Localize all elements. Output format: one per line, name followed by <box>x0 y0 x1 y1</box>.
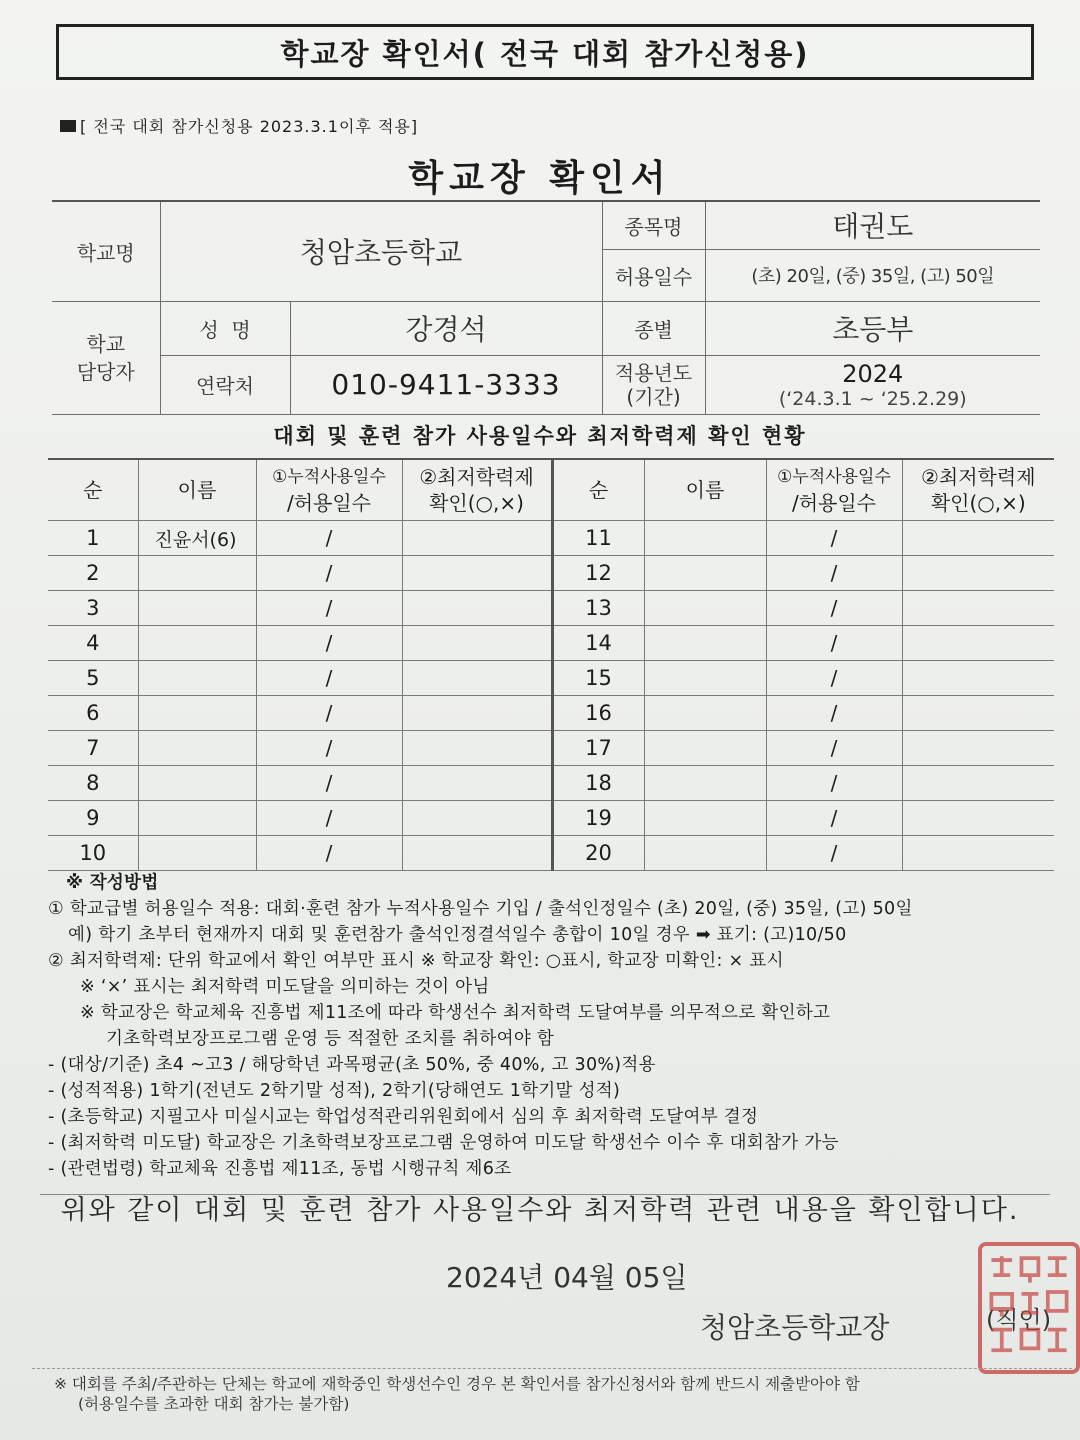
row-seq: 1 <box>48 521 138 556</box>
row-name <box>138 696 256 731</box>
row-min-check <box>402 766 552 801</box>
contact-label: 연락처 <box>160 355 290 414</box>
row-name <box>138 661 256 696</box>
row-name <box>138 731 256 766</box>
form-version-text: [ 전국 대회 참가신청용 2023.3.1이후 적용] <box>80 117 419 136</box>
banner-title: 학교장 확인서( 전국 대회 참가신청용) <box>56 24 1034 80</box>
row-seq: 6 <box>48 696 138 731</box>
row-days: / <box>256 801 402 836</box>
header-days-2-line-2: /허용일수 <box>791 491 877 515</box>
instruction-line: - (성적적용) 1학기(전년도 2학기말 성적), 2학기(당해연도 1학기말 성적) <box>48 1081 621 1101</box>
row-seq: 3 <box>48 591 138 626</box>
header-name-2: 이름 <box>644 459 766 521</box>
table-row <box>48 836 1054 871</box>
row-name: 진윤서(6) <box>138 521 256 556</box>
row-seq: 5 <box>48 661 138 696</box>
seal-stamp-icon <box>982 1246 1076 1370</box>
instruction-line: - (최저학력 미도달) 학교장은 기초학력보장프로그램 운영하여 미도달 학생선수 이수 후 대회참가 가능 <box>48 1133 839 1153</box>
row-seq: 7 <box>48 731 138 766</box>
header-seq: 순 <box>48 459 138 521</box>
row-min-check-2 <box>902 766 1054 801</box>
row-days-2: / <box>766 766 902 801</box>
header-min-2 <box>902 459 1054 521</box>
row-min-check <box>402 731 552 766</box>
row-name <box>138 801 256 836</box>
row-days-2: / <box>766 626 902 661</box>
official-seal-label: (직인) <box>986 1306 1052 1334</box>
row-seq-2: 14 <box>552 626 644 661</box>
allowed-days-label: 허용일수 <box>602 249 705 301</box>
official-seal-stamp <box>978 1242 1080 1374</box>
row-seq-2: 18 <box>552 766 644 801</box>
instructions <box>48 870 1048 1182</box>
table-row <box>48 626 1054 661</box>
row-days-2: / <box>766 521 902 556</box>
row-name <box>138 766 256 801</box>
row-min-check <box>402 661 552 696</box>
contact-value: 010-9411-3333 <box>290 355 602 414</box>
row-name <box>138 836 256 871</box>
manager-name-value: 강경석 <box>290 301 602 355</box>
header-min-line-2: 확인(○,×) <box>429 491 524 515</box>
row-days: / <box>256 626 402 661</box>
row-days: / <box>256 661 402 696</box>
row-min-check-2 <box>902 626 1054 661</box>
row-days: / <box>256 591 402 626</box>
row-min-check-2 <box>902 521 1054 556</box>
table-row <box>48 661 1054 696</box>
row-name <box>138 591 256 626</box>
participation-table <box>48 458 1054 871</box>
year-value: 2024 <box>842 359 904 388</box>
row-name-2 <box>644 766 766 801</box>
row-days-2: / <box>766 731 902 766</box>
row-seq-2: 12 <box>552 556 644 591</box>
row-days-2: / <box>766 801 902 836</box>
header-min-2-line-1: ②최저학력제 <box>920 465 1036 489</box>
header-days-line-1: ①누적사용일수 <box>272 467 386 487</box>
table-row <box>48 556 1054 591</box>
row-seq-2: 16 <box>552 696 644 731</box>
year-label-line-1: 적용년도 <box>614 360 693 385</box>
document-title: 학교장 확인서 <box>408 158 672 199</box>
row-seq-2: 19 <box>552 801 644 836</box>
row-days: / <box>256 696 402 731</box>
row-min-check <box>402 556 552 591</box>
info-table <box>52 200 1040 415</box>
square-bullet-icon <box>60 120 76 132</box>
row-min-check-2 <box>902 591 1054 626</box>
instruction-line: ① 학교급별 허용일수 적용: 대회·훈련 참가 누적사용일수 기입 / 출석인정일수 (초) 20일, (중) 35일, (고) 50일 <box>48 899 913 919</box>
row-seq-2: 13 <box>552 591 644 626</box>
header-min-2-line-2: 확인(○,×) <box>930 491 1026 515</box>
division-label: 종별 <box>602 301 705 355</box>
row-seq: 2 <box>48 556 138 591</box>
principal-title: 청암초등학교장 <box>700 1311 890 1344</box>
row-name-2 <box>644 836 766 871</box>
row-name-2 <box>644 591 766 626</box>
header-days-2 <box>766 459 902 521</box>
row-min-check <box>402 521 552 556</box>
school-name-value: 청암초등학교 <box>160 201 602 301</box>
table-row <box>48 766 1054 801</box>
header-seq-2: 순 <box>552 459 644 521</box>
row-name-2 <box>644 731 766 766</box>
row-days-2: / <box>766 661 902 696</box>
table-body <box>48 521 1054 871</box>
footer-note <box>54 1374 1074 1414</box>
table-header-row <box>48 459 1054 521</box>
year-label-line-2: (기간) <box>626 384 681 409</box>
manager-name-label: 성 명 <box>160 301 290 355</box>
footer-divider <box>32 1368 1072 1369</box>
row-seq: 10 <box>48 836 138 871</box>
section-title: 대회 및 훈련 참가 사용일수와 최저학력제 확인 현황 <box>273 424 807 448</box>
row-min-check <box>402 801 552 836</box>
row-days-2: / <box>766 556 902 591</box>
row-min-check <box>402 591 552 626</box>
form-version-note <box>60 114 418 137</box>
header-min <box>402 459 552 521</box>
period-value: (‘24.3.1 ~ ‘25.2.29) <box>778 387 967 410</box>
school-name-label: 학교명 <box>52 201 160 301</box>
division-value: 초등부 <box>705 301 1040 355</box>
instruction-line: ※ ‘×’ 표시는 최저학력 미도달을 의미하는 것이 아님 <box>80 977 490 997</box>
row-name-2 <box>644 801 766 836</box>
row-min-check-2 <box>902 731 1054 766</box>
issue-date: 2024년 04월 05일 <box>446 1261 688 1294</box>
row-seq-2: 17 <box>552 731 644 766</box>
row-min-check-2 <box>902 836 1054 871</box>
row-name-2 <box>644 626 766 661</box>
header-days-line-2: /허용일수 <box>286 491 372 515</box>
row-days-2: / <box>766 836 902 871</box>
table-row <box>48 731 1054 766</box>
year-label <box>602 355 705 414</box>
row-name <box>138 556 256 591</box>
instruction-line: - (대상/기준) 초4 ~고3 / 해당학년 과목평균(초 50%, 중 40%, 고 30%)적용 <box>48 1055 656 1075</box>
row-min-check-2 <box>902 801 1054 836</box>
manager-label-line-1: 학교 <box>86 331 126 356</box>
instruction-line: - (관련법령) 학교체육 진흥법 제11조, 동법 시행규칙 제6조 <box>48 1159 512 1179</box>
row-min-check <box>402 626 552 661</box>
row-min-check <box>402 696 552 731</box>
manager-label-line-2: 담당자 <box>76 359 135 384</box>
manager-label <box>52 301 160 414</box>
row-seq-2: 11 <box>552 521 644 556</box>
row-name-2 <box>644 521 766 556</box>
row-min-check-2 <box>902 661 1054 696</box>
row-name-2 <box>644 556 766 591</box>
row-min-check <box>402 836 552 871</box>
row-seq-2: 15 <box>552 661 644 696</box>
table-row <box>48 521 1054 556</box>
instruction-line: 예) 학기 초부터 현재까지 대회 및 훈련참가 출석인정결석일수 총합이 10일 경우 ➡ 표기: (고)10/50 <box>68 925 847 945</box>
row-name <box>138 626 256 661</box>
row-days-2: / <box>766 591 902 626</box>
sport-value: 태권도 <box>705 201 1040 249</box>
confirmation-statement: 위와 같이 대회 및 훈련 참가 사용일수와 최저학력 관련 내용을 확인합니다. <box>60 1195 1020 1226</box>
row-days: / <box>256 521 402 556</box>
instruction-line: ② 최저학력제: 단위 학교에서 확인 여부만 표시 ※ 학교장 확인: ○표시, 학교장 미확인: × 표시 <box>48 951 784 971</box>
instruction-line: - (초등학교) 지필고사 미실시교는 학업성적관리위원회에서 심의 후 최저학력 도달여부 결정 <box>48 1107 759 1127</box>
row-seq: 4 <box>48 626 138 661</box>
allowed-days-value: (초) 20일, (중) 35일, (고) 50일 <box>705 249 1040 301</box>
row-days: / <box>256 731 402 766</box>
row-min-check-2 <box>902 696 1054 731</box>
instruction-line: ※ 학교장은 학교체육 진흥법 제11조에 따라 학생선수 최저학력 도달여부를 의무적으로 확인하고 <box>80 1003 831 1023</box>
table-row <box>48 696 1054 731</box>
row-days-2: / <box>766 696 902 731</box>
footer-line-1: ※ 대회를 주최/주관하는 단체는 학교에 재학중인 학생선수인 경우 본 확인서를 참가신청서와 함께 반드시 제출받아야 함 <box>54 1375 860 1393</box>
table-row <box>48 801 1054 836</box>
sport-label: 종목명 <box>602 201 705 249</box>
instruction-line: 기초학력보장프로그램 운영 등 적절한 조치를 취하여야 함 <box>106 1029 555 1049</box>
row-days: / <box>256 766 402 801</box>
header-name: 이름 <box>138 459 256 521</box>
row-seq: 9 <box>48 801 138 836</box>
row-name-2 <box>644 696 766 731</box>
table-row <box>48 591 1054 626</box>
instructions-heading: ※ 작성방법 <box>66 873 159 893</box>
header-days <box>256 459 402 521</box>
row-days: / <box>256 556 402 591</box>
row-seq-2: 20 <box>552 836 644 871</box>
header-days-2-line-1: ①누적사용일수 <box>777 467 891 487</box>
row-name-2 <box>644 661 766 696</box>
footer-line-2: (허용일수를 초과한 대회 참가는 불가함) <box>78 1395 350 1413</box>
header-min-line-1: ②최저학력제 <box>419 465 534 489</box>
row-days: / <box>256 836 402 871</box>
row-seq: 8 <box>48 766 138 801</box>
row-min-check-2 <box>902 556 1054 591</box>
year-cell <box>705 355 1040 414</box>
